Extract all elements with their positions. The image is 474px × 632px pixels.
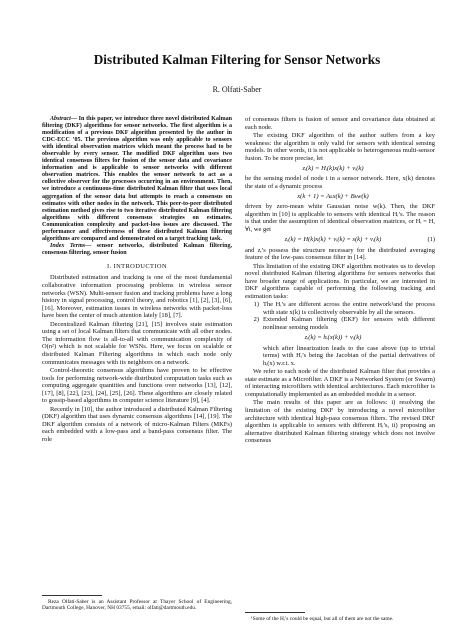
equation-sensing-model <box>245 164 435 173</box>
list-item-1 <box>245 301 435 316</box>
equation-process-model <box>245 192 435 201</box>
equation-sensing-model-body: zᵢ(k) = Hᵢ(k)x(k) + vᵢ(k) <box>302 165 364 172</box>
list-item-1-text: The Hᵢ’s are different across the entire network¹and the process with state x(k) is collectively observable by all the sensors. <box>263 301 435 316</box>
footnote-affiliation-text: Reza Olfati-Saber is an Assistant Professor at Thayer School of Engineering, Dartmouth College, Hanover, NH 03755, email: olfati@dartmouth.edu. <box>42 599 232 612</box>
list-item-2 <box>245 316 435 331</box>
section-heading-introduction: I. INTRODUCTION <box>107 262 167 270</box>
intro-paragraph-1: Distributed estimation and tracking is one of the most fundamental collaborative information processing problems in wireless sensor networks (WSN). Multi-sensor fusion and tracking problems have a long history in signal processing, control theory, and robotics [1], [2], [3], [6], [16]. Moreover, estimation issues in wireless networks with packet-loss have been the center of much attention lately [18], [7]. <box>42 274 232 320</box>
equation-1 <box>245 236 435 245</box>
paragraph-continued: of consensus filters is fusion of sensor and covariance data obtained at each node. <box>245 116 435 131</box>
paper-title: Distributed Kalman Filtering for Sensor Networks <box>93 52 381 67</box>
paragraph-weakness: The existing DKF algorithm of the author suffers from a key weakness: the algorithm is only valid for sensors with identical sensing models. In other words, it is not applicable to heterogeneous multi-sensor fusion. To be more precise, let <box>245 132 435 162</box>
list-item-1-number: 1) <box>253 301 259 309</box>
abstract-lead: Abstract <box>50 116 71 122</box>
footnote-1-text: ¹Some of the Hᵢ’s could be equal, but all of them are not the same. <box>251 616 394 622</box>
abstract <box>42 116 232 243</box>
paragraph-microfilter: We refer to each node of the distributed Kalman filter that provides a state estimate as a Microfilter. A DKF is a Networked System (or Swarm) of interacting microfilters with identical architectures. Each microfilter is computationally implemented as an embedded module in a sensor. <box>245 368 435 398</box>
list-item-2-continued: which after linearization leads to the case above (up to trivial terms) with Hᵢ’s being the Jacobian of the partial derivatives of hᵢ(x) w.r.t. x. <box>263 344 435 367</box>
equation-1-body: zᵢ(k) = H(k)x(k) + vᵢ(k) = s(k) + vᵢ(k) <box>284 236 382 244</box>
index-terms-lead: Index Terms <box>50 242 86 249</box>
intro-paragraph-4: Recently in [10], the author introduced a distributed Kalman Filtering (DKF) algorithm that uses dynamic consensus algorithms [14], [19]. The DKF algorithm consists of a network of micro-Kalman Filters (MKFs) each embedded with a low-pass and a band-pass consensus filter. The role <box>42 405 232 443</box>
paragraph-process: be the sensing model of node i in a sensor network. Here, x(k) denotes the state of a dynamic process <box>245 175 435 190</box>
equation-nonlinear-sensing-body: zᵢ(k) = hᵢ(x(k)) + vᵢ(k) <box>304 334 362 342</box>
paragraph-structure: and zᵢ’s possess the structure necessary for the distributed averaging feature of the low-pass consensus filter in [14]. <box>245 246 435 262</box>
list-item-2-text: Extended Kalman filtering (EKF) for sensors with different nonlinear sensing models <box>263 316 435 332</box>
footnote-affiliation <box>42 595 232 612</box>
footnote-1-rule <box>245 612 305 613</box>
list-item-2-number: 2) <box>253 316 259 324</box>
paper-author: R. Olfati-Saber <box>212 85 262 94</box>
equation-process-model-body: x(k + 1) = Aₖx(k) + Bₖw(k) <box>297 193 369 201</box>
equation-1-number: (1) <box>427 236 435 244</box>
equation-nonlinear-sensing <box>245 334 435 343</box>
footnote-rule <box>42 595 102 596</box>
abstract-text: — In this paper, we introduce three novel distributed Kalman filtering (DKF) algorithms for sensor networks. The first algorithm is a modification of a previous DKF algorithm presented by the author in CDC-ECC ’05. The previous algorithm was only applicable to sensors with identical observation matrices which meant the process had to be observable by every sensor. The modified DKF algorithm uses two identical consensus filters for fusion of the sensor data and covariance information and is applicable to sensor networks with different observation matrices. This enables the sensor network to act as a collective observer for the processes occurring in an environment. Then, we introduce a continuous-time distributed Kalman filter that uses local aggregation of the sensor data but attempts to reach a consensus on estimates with other nodes in the network. This peer-to-peer distributed estimation method gives rise to two iterative distributed Kalman filtering algorithms with different consensus strategies on estimates. Communication complexity and packet-loss issues are discussed. The performance and effectiveness of these distributed Kalman filtering algorithms are compared and demonstrated on a target tracking task. <box>42 116 232 242</box>
paragraph-main-results: The main results of this paper are as follows: i) resolving the limitation of the existing DKF by introducing a novel microfilter architecture with identical high-pass consensus filters. The revised DKF algorithm is applicable to sensors with different Hᵢ’s, ii) proposing an alternative distributed Kalman filtering strategy which does not involve consensus <box>245 399 435 445</box>
left-column <box>42 116 232 445</box>
paragraph-noise: driven by zero-mean white Gaussian noise w(k). Then, the DKF algorithm in [10] is applicable to sensors with identical Hᵢ’s. The reason is that under the assumption of identical observation matrices, or Hᵢ = H, ∀i, we get <box>245 203 435 234</box>
footnote-1 <box>245 612 435 622</box>
index-terms-text: — sensor networks, distributed Kalman filtering, consensus filtering, sensor fusion <box>42 242 232 256</box>
intro-paragraph-3: Control-theoretic consensus algorithms have proven to be effective tools for performing network-wide distributed computation tasks such as computing aggregate quantities and functions over networks [13], [12], [17], [8], [22], [23], [24], [25], [26]. These algorithms are closely related to gossip-based algorithms in computer science literature [9], [4]. <box>42 367 232 405</box>
right-column <box>245 116 435 446</box>
index-terms <box>42 243 232 257</box>
intro-paragraph-2: Decentralized Kalman filtering [21], [15] involves state estimation using a set of local Kalman filters that communicate with all other nodes. The information flow is all-to-all with communication complexity of O(n²) which is not scalable for WSNs. Here, we focus on scalable or distributed Kalman Filtering algorithms in which each node only communicates messages with its neighbors on a network. <box>42 320 232 366</box>
paragraph-limitation: This limitation of the existing DKF algorithm motivates us to develop novel distributed Kalman filtering algorithms for sensors networks that have broader range of applications. In particular, we are interested in DKF algorithms capable of performing the following tracking and estimation tasks: <box>245 262 435 300</box>
